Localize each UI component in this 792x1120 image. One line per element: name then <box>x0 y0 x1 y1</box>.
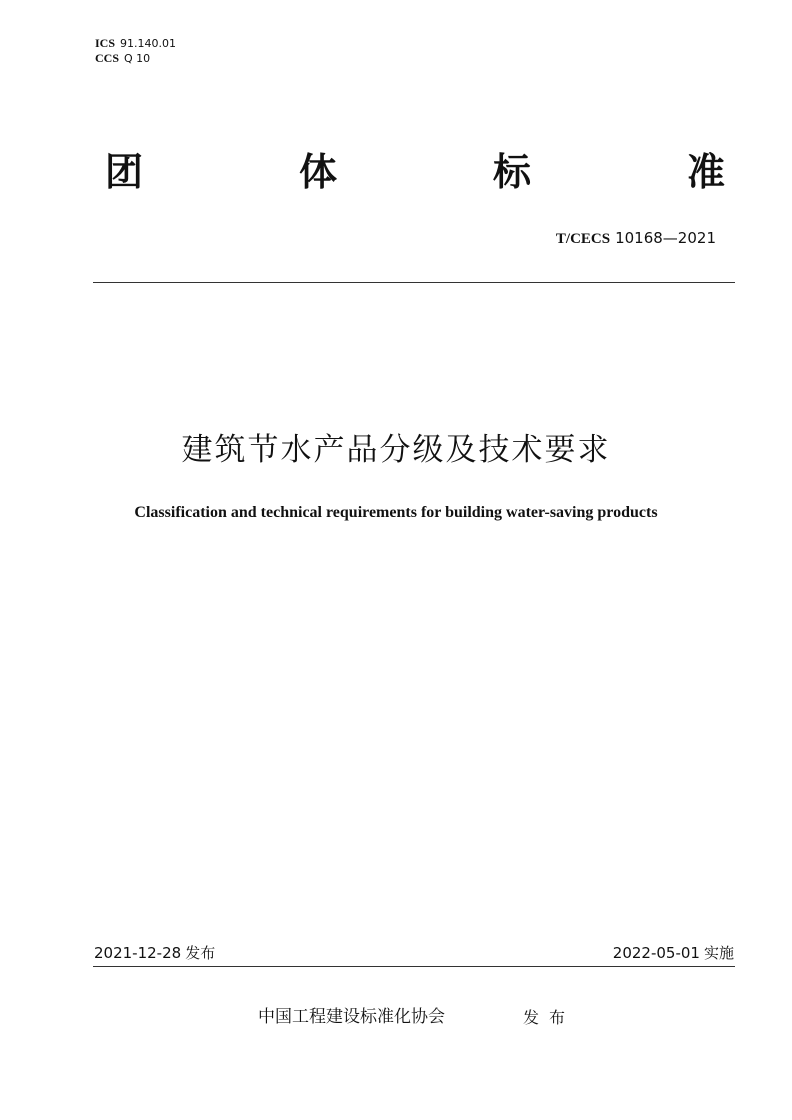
ccs-line <box>95 51 176 66</box>
effective-date: 2022-05-01 <box>612 944 700 962</box>
effective-date-text: 实施 <box>703 944 734 962</box>
standard-number-prefix: T/CECS <box>555 231 611 247</box>
title-chinese: 建筑节水产品分级及技术要求 <box>181 432 611 468</box>
issue-date-line <box>94 943 215 963</box>
effective-date-line <box>613 943 734 963</box>
ccs-code: Q 10 <box>124 52 151 65</box>
ccs-label: CCS <box>95 51 120 65</box>
standard-kind-char: 团 <box>105 150 144 194</box>
title-english: Classification and technical requirements for building water-saving products <box>134 504 658 521</box>
standard-number <box>556 228 716 249</box>
issue-date-text: 发布 <box>185 944 216 962</box>
header-divider <box>93 282 735 283</box>
ics-line <box>95 36 176 51</box>
publisher-name: 中国工程建设标准化协会 <box>258 1007 445 1027</box>
classification-codes <box>95 36 176 66</box>
standard-kind-char: 体 <box>298 150 337 194</box>
footer-divider <box>93 966 735 967</box>
issue-date: 2021-12-28 <box>94 944 182 962</box>
ics-code: 91.140.01 <box>120 37 176 50</box>
standard-kind-char: 标 <box>492 150 531 194</box>
publisher-action: 发布 <box>523 1008 576 1027</box>
standard-number-value: 10168—2021 <box>615 229 716 247</box>
standard-kind-char: 准 <box>686 150 725 194</box>
standard-kind-heading <box>105 148 725 196</box>
ics-label: ICS <box>95 36 116 50</box>
